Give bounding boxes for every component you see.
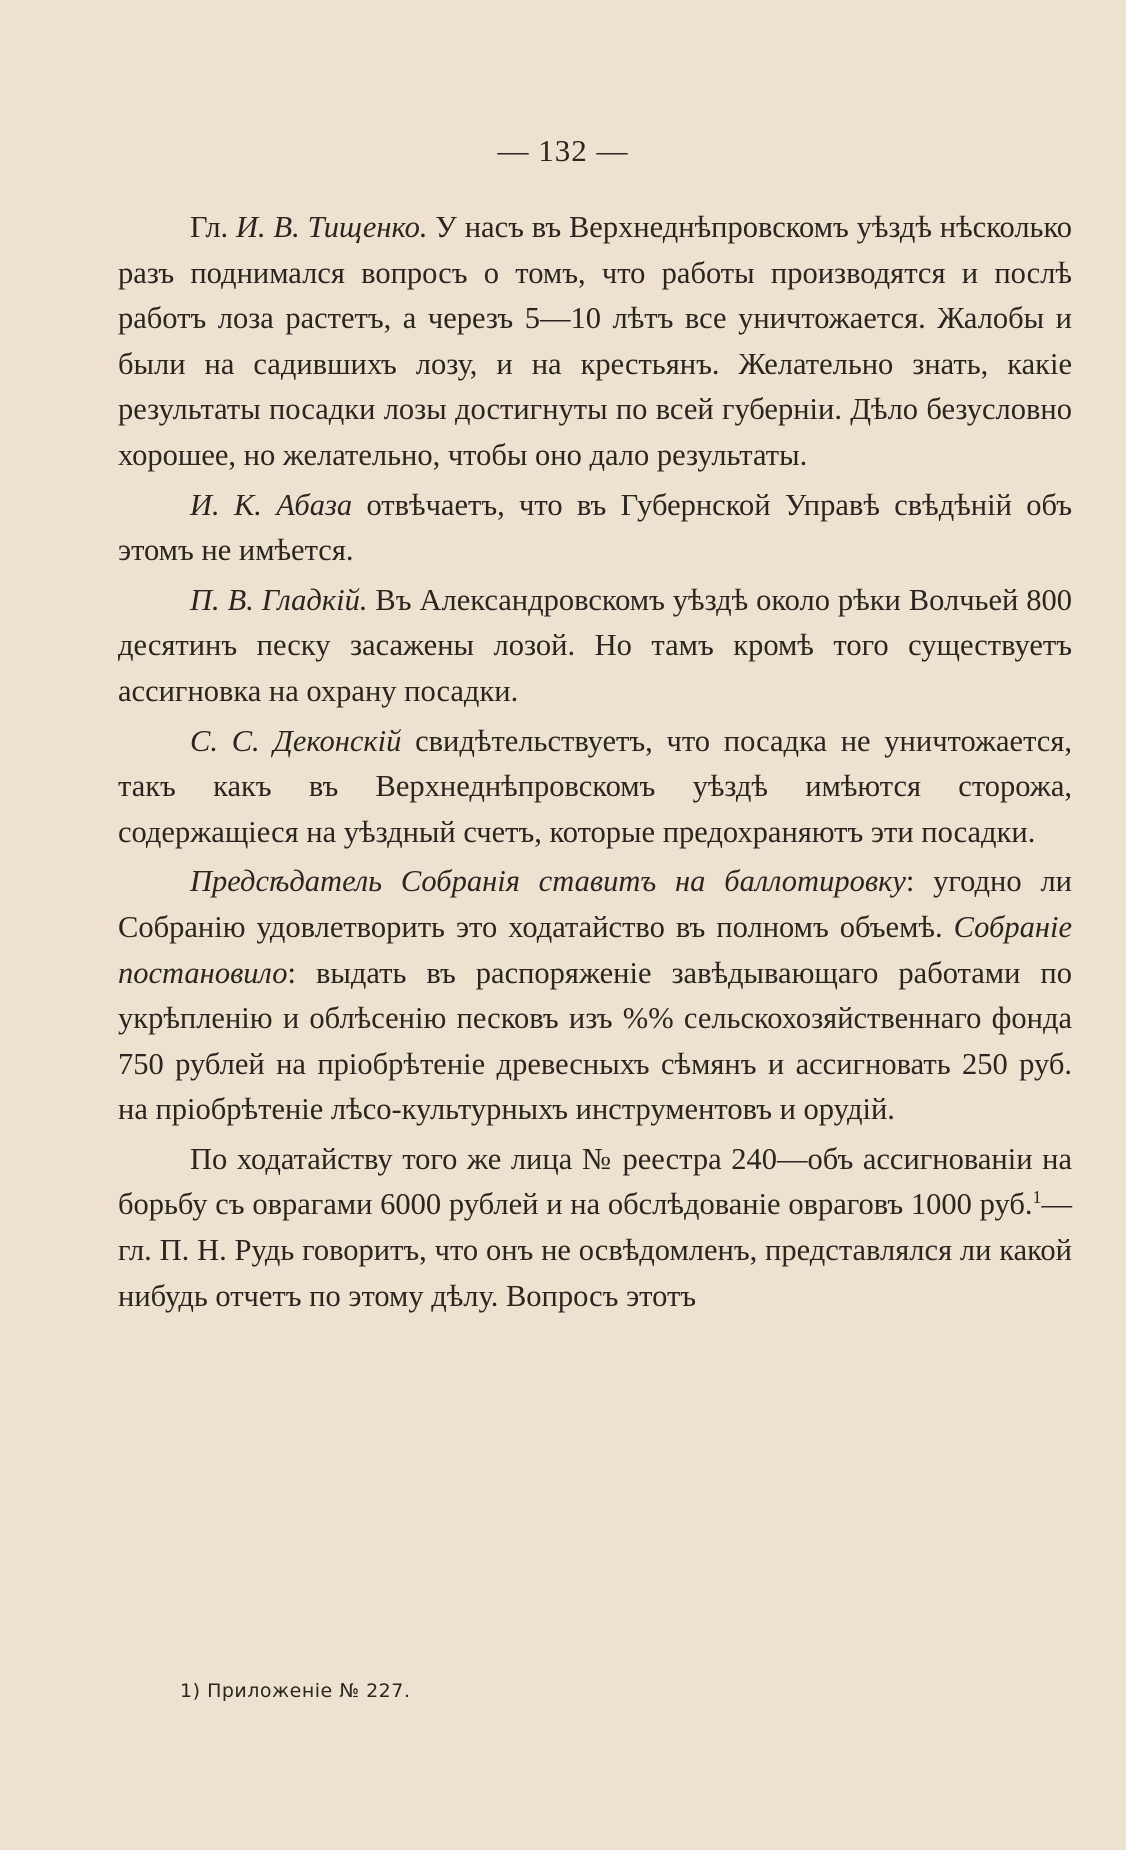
paragraph-text: По ходатайству того же лица № реестра 240—объ ассигнованiи на борьбу съ оврагами 6000 рублей и на обслѣдованiе овраговъ 1000 руб.: [118, 1141, 1072, 1222]
resolution-label: Собранiе постановило: [118, 909, 1072, 990]
paragraph-text: Въ Александровскомъ уѣздѣ около рѣки Волчьей 800 десятинъ песку засажены лозой. Но тамъ кромѣ того существуетъ ассигновка на охрану посадки.: [118, 582, 1072, 708]
paragraph-tishchenko: [118, 205, 1072, 479]
paragraph-text: отвѣчаетъ, что въ Губернской Управѣ свѣдѣнiй объ этомъ не имѣется.: [118, 487, 1073, 568]
speaker-name: С. С. Деконскiй: [190, 723, 402, 758]
paragraph-text: : угодно ли Собранiю удовлетворить это ходатайство въ полномъ объемѣ.: [118, 864, 1072, 944]
paragraph-petition: [118, 1137, 1072, 1319]
footnote-text: Приложенiе № 227.: [207, 1680, 411, 1702]
footnote: [180, 1680, 410, 1702]
paragraph-dekonskiy: [118, 719, 1072, 856]
speaker-name: П. В. Гладкiй.: [190, 582, 368, 617]
paragraph-text: свидѣтельствуетъ, что посадка не уничтожается, такъ какъ въ Верхнеднѣпровскомъ уѣздѣ имѣются сторожа, содержащiеся на уѣздный счетъ, которые предохраняютъ эти посадки.: [118, 723, 1072, 849]
body-text: [118, 205, 1072, 1319]
speaker-name: Предсѣдатель Собранiя ставитъ на баллотировку: [190, 864, 906, 899]
footnote-mark: 1): [180, 1680, 201, 1702]
paragraph-abaza: [118, 483, 1072, 574]
speaker-name: И. К. Абаза: [190, 487, 353, 522]
paragraph-prefix: Гл.: [190, 210, 237, 244]
page-number: — 132 —: [497, 133, 629, 168]
paragraph-text-continued: —гл. П. Н. Рудь говоритъ, что онъ не освѣдомленъ, представлялся ли какой нибудь отчетъ по этому дѣлу. Вопросъ этотъ: [118, 1187, 1072, 1313]
speaker-name: И. В. Тищенко.: [236, 210, 428, 244]
footnote-reference: 1: [1032, 1187, 1042, 1208]
paragraph-text-continued: : выдать въ распоряженiе завѣдывающаго работами по укрѣпленiю и облѣсенiю песковъ изъ %% сельскохозяйственнаго фонда 750 рублей на прiобрѣтенiе древесныхъ сѣмянъ и ассигновать 250 руб. на прiобрѣтенiе лѣсо-культурныхъ инструментовъ и орудiй.: [118, 955, 1072, 1127]
paragraph-gladkiy: [118, 578, 1072, 715]
paragraph-text: У насъ въ Верхнеднѣпровскомъ уѣздѣ нѣсколько разъ поднимался вопросъ о томъ, что работы производятся и послѣ работъ лоза растетъ, а черезъ 5—10 лѣтъ все уничтожается. Жалобы и были на садившихъ лозу, и на крестьянъ. Желательно знать, какiе результаты посадки лозы достигнуты по всей губернiи. Дѣло безусловно хорошее, но желательно, чтобы оно дало результаты.: [118, 210, 1072, 472]
paragraph-resolution: [118, 859, 1072, 1133]
